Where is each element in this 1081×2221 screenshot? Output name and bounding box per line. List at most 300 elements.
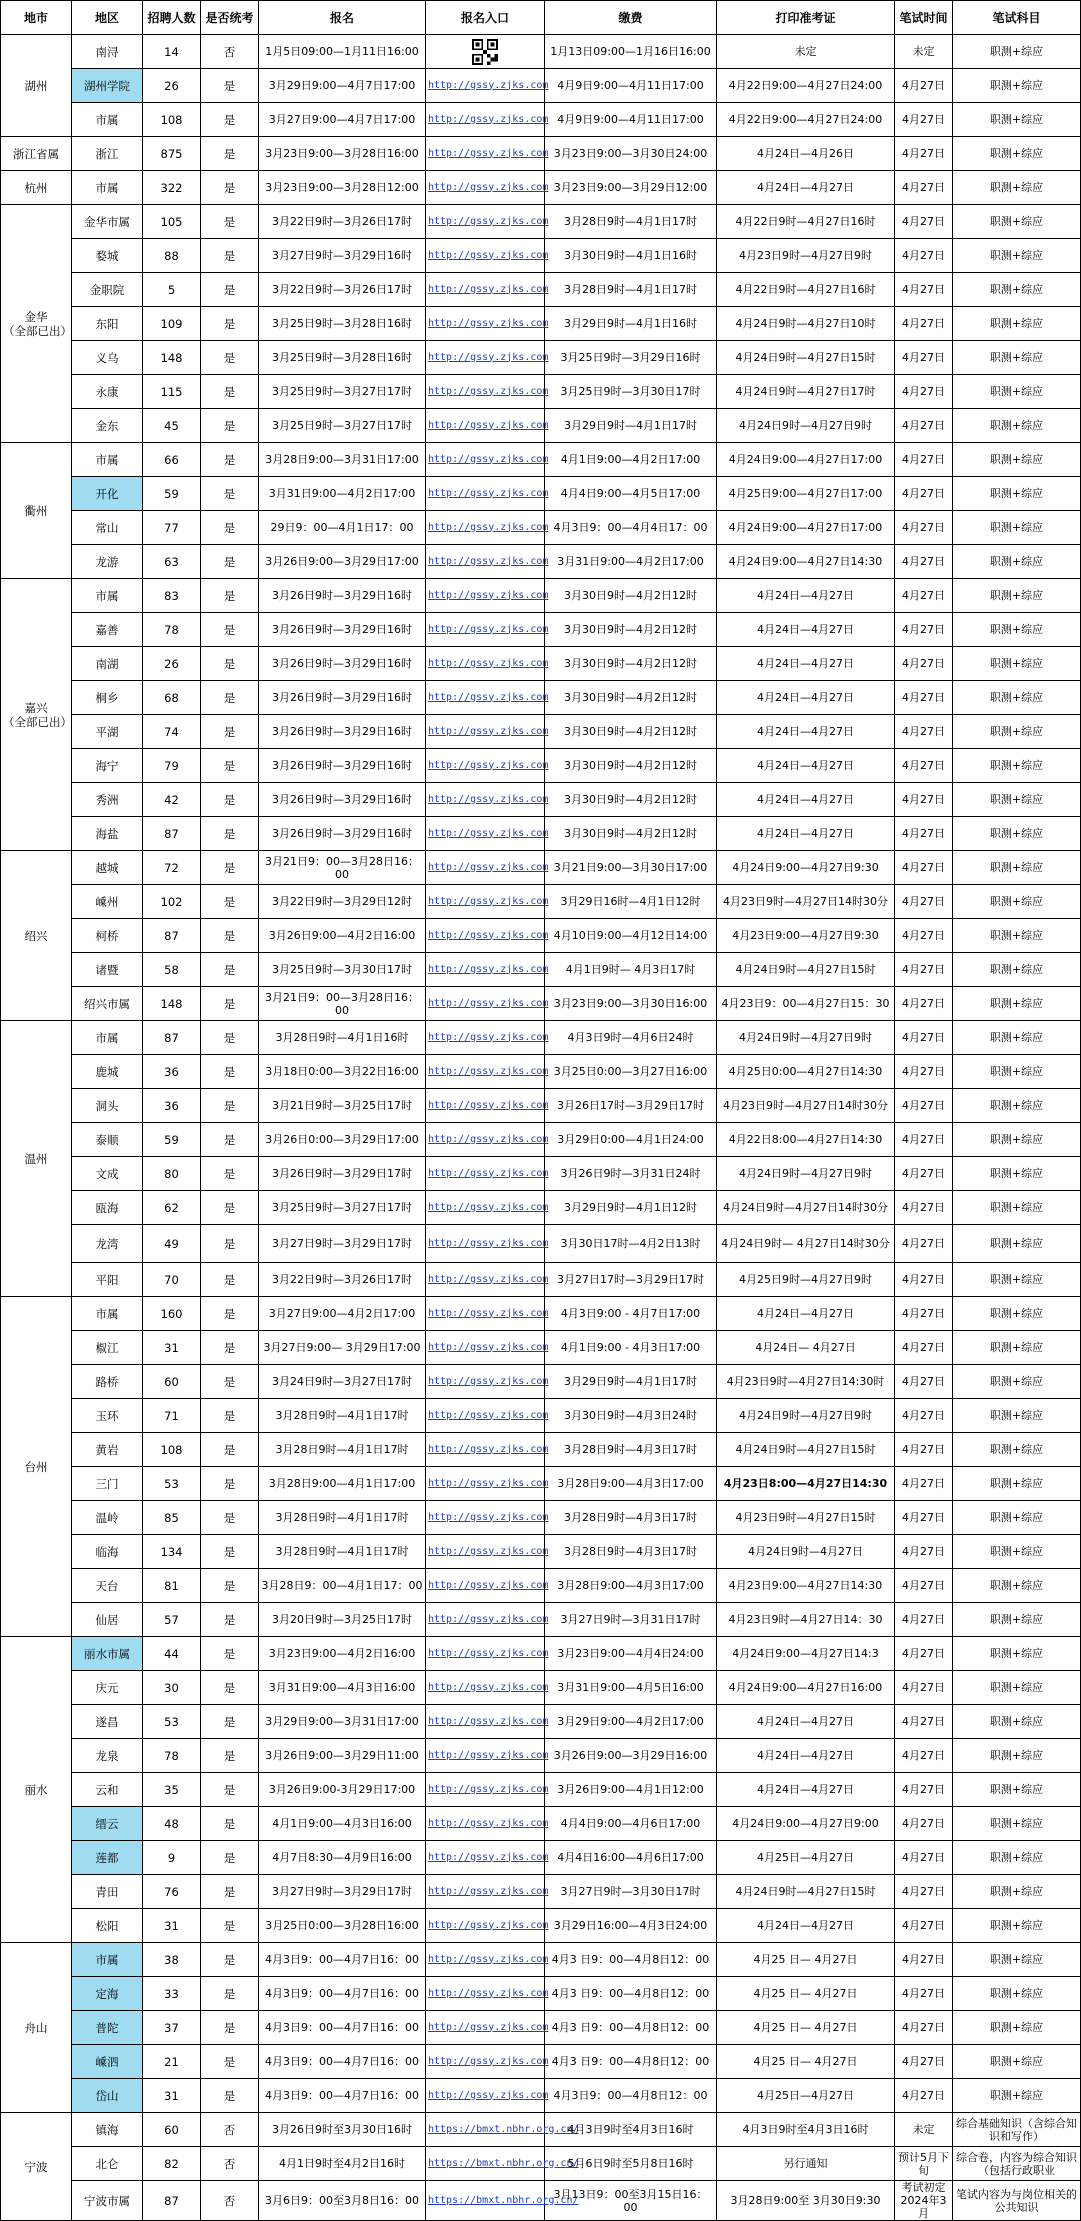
exam-date-cell: 4月27日 [895,1671,953,1705]
registration-link[interactable]: http://gssy.zjks.com [426,137,545,171]
payment-period-cell: 3月29日9时—4月1日16时 [545,307,717,341]
exam-subject-cell: 职测+综应 [953,1467,1081,1501]
exam-date-cell: 4月27日 [895,1089,953,1123]
city-cell: 湖州 [1,35,72,137]
area-cell: 丽水市属 [72,1637,143,1671]
table-row [1,375,1081,409]
unified-exam-cell: 是 [201,273,259,307]
exam-subject-cell: 职测+综应 [953,1875,1081,1909]
city-cell: 台州 [1,1297,72,1637]
exam-date-cell: 4月27日 [895,69,953,103]
admission-ticket-cell: 4月24日—4月27日 [717,817,895,851]
exam-subject-cell: 职测+综应 [953,1297,1081,1331]
registration-link[interactable]: http://gssy.zjks.com [426,1909,545,1943]
headcount-cell: 26 [143,69,201,103]
area-cell: 定海 [72,1977,143,2011]
unified-exam-cell: 是 [201,69,259,103]
exam-subject-cell: 职测+综应 [953,477,1081,511]
headcount-cell: 42 [143,783,201,817]
registration-link[interactable]: http://gssy.zjks.com [426,1773,545,1807]
headcount-cell: 74 [143,715,201,749]
registration-period-cell: 3月23日9:00—3月28日12:00 [259,171,426,205]
headcount-cell: 78 [143,613,201,647]
area-cell: 青田 [72,1875,143,1909]
table-row [1,103,1081,137]
exam-date-cell: 4月27日 [895,1569,953,1603]
registration-period-cell: 4月3日9：00—4月7日16：00 [259,2079,426,2113]
exam-date-cell: 4月27日 [895,1705,953,1739]
admission-ticket-cell: 4月24日9:00—4月27日14:3 [717,1637,895,1671]
payment-period-cell: 4月3 日9：00—4月8日12：00 [545,2045,717,2079]
registration-link[interactable]: http://gssy.zjks.com [426,2079,545,2113]
area-cell: 临海 [72,1535,143,1569]
payment-period-cell: 4月3日9：00—4月4日17：00 [545,511,717,545]
unified-exam-cell: 是 [201,1603,259,1637]
registration-link[interactable]: http://gssy.zjks.com [426,1191,545,1225]
area-cell: 镇海 [72,2113,143,2147]
registration-period-cell: 3月21日9时—3月25日17时 [259,1089,426,1123]
registration-period-cell: 1月5日09:00—1月11日16:00 [259,35,426,69]
area-cell: 市属 [72,443,143,477]
registration-period-cell: 3月26日9:00—4月2日16:00 [259,919,426,953]
area-cell: 平阳 [72,1263,143,1297]
registration-period-cell: 3月28日9时—4月1日16时 [259,1021,426,1055]
unified-exam-cell: 是 [201,613,259,647]
column-header: 笔试时间 [895,1,953,35]
registration-link[interactable]: http://gssy.zjks.com [426,1225,545,1263]
payment-period-cell: 3月27日17时—3月29日17时 [545,1263,717,1297]
registration-period-cell: 4月7日8:30—4月9日16:00 [259,1841,426,1875]
registration-period-cell: 3月26日9时—3月29日16时 [259,647,426,681]
registration-period-cell: 3月20日9时—3月25日17时 [259,1603,426,1637]
exam-date-cell: 4月27日 [895,1331,953,1365]
registration-period-cell: 3月26日9:00—3月29日11:00 [259,1739,426,1773]
unified-exam-cell: 是 [201,1191,259,1225]
exam-date-cell: 4月27日 [895,1875,953,1909]
headcount-cell: 72 [143,851,201,885]
unified-exam-cell: 是 [201,1909,259,1943]
registration-period-cell: 3月22日9时—3月26日17时 [259,273,426,307]
admission-ticket-cell: 4月24日9时—4月27日9时 [717,1399,895,1433]
registration-link[interactable]: http://gssy.zjks.com [426,749,545,783]
area-cell: 市属 [72,171,143,205]
exam-date-cell: 考试初定2024年3月 [895,2181,953,2221]
unified-exam-cell: 是 [201,1637,259,1671]
registration-link[interactable]: http://gssy.zjks.com [426,987,545,1021]
exam-subject-cell: 职测+综应 [953,375,1081,409]
registration-link[interactable]: http://gssy.zjks.com [426,953,545,987]
table-row [1,1501,1081,1535]
registration-link[interactable]: http://gssy.zjks.com [426,1739,545,1773]
admission-ticket-cell: 4月23日9:00—4月27日9:30 [717,919,895,953]
admission-ticket-cell: 4月23日9时—4月27日14时30分 [717,1089,895,1123]
admission-ticket-cell: 4月23日9：00—4月27日15：30 [717,987,895,1021]
unified-exam-cell: 是 [201,1055,259,1089]
payment-period-cell: 3月28日9时—4月3日17时 [545,1433,717,1467]
registration-link[interactable]: http://gssy.zjks.com [426,409,545,443]
exam-subject-cell: 职测+综应 [953,1535,1081,1569]
exam-date-cell: 4月27日 [895,1603,953,1637]
unified-exam-cell: 是 [201,715,259,749]
city-cell: 衢州 [1,443,72,579]
registration-period-cell: 29日9：00—4月1日17：00 [259,511,426,545]
exam-date-cell: 4月27日 [895,1943,953,1977]
table-row [1,1637,1081,1671]
area-cell: 瓯海 [72,1191,143,1225]
registration-link[interactable]: http://gssy.zjks.com [426,579,545,613]
registration-link[interactable]: http://gssy.zjks.com [426,239,545,273]
exam-subject-cell: 综合卷，内容为综合知识（包括行政职业 [953,2147,1081,2181]
qr-code-icon[interactable] [472,39,498,65]
registration-link[interactable]: http://gssy.zjks.com [426,1671,545,1705]
area-cell: 海宁 [72,749,143,783]
payment-period-cell: 4月3 日9：00—4月8日12：00 [545,2011,717,2045]
payment-period-cell: 3月30日17时—4月2日13时 [545,1225,717,1263]
registration-period-cell: 3月28日9时—4月1日17时 [259,1399,426,1433]
payment-period-cell: 3月28日9时—4月3日17时 [545,1535,717,1569]
table-row [1,1535,1081,1569]
headcount-cell: 45 [143,409,201,443]
exam-subject-cell: 职测+综应 [953,239,1081,273]
area-cell: 天台 [72,1569,143,1603]
registration-link[interactable]: http://gssy.zjks.com [426,715,545,749]
payment-period-cell: 3月30日9时—4月2日12时 [545,613,717,647]
registration-link[interactable]: http://gssy.zjks.com [426,307,545,341]
registration-link[interactable]: http://gssy.zjks.com [426,2045,545,2079]
exam-date-cell: 4月27日 [895,579,953,613]
registration-link[interactable]: http://gssy.zjks.com [426,1637,545,1671]
payment-period-cell: 3月23日9:00—3月30日16:00 [545,987,717,1021]
payment-period-cell: 3月30日9时—4月2日12时 [545,579,717,613]
table-row [1,1569,1081,1603]
registration-period-cell: 3月25日9时—3月28日16时 [259,341,426,375]
unified-exam-cell: 是 [201,919,259,953]
unified-exam-cell: 是 [201,783,259,817]
area-cell: 北仑 [72,2147,143,2181]
area-cell: 义乌 [72,341,143,375]
admission-ticket-cell: 4月25日9时—4月27日9时 [717,1263,895,1297]
exam-date-cell: 4月27日 [895,1841,953,1875]
payment-period-cell: 3月28日9:00—4月3日17:00 [545,1569,717,1603]
area-cell: 金华市属 [72,205,143,239]
exam-date-cell: 4月27日 [895,2011,953,2045]
admission-ticket-cell: 4月24日9:00—4月27日16:00 [717,1671,895,1705]
registration-link[interactable]: http://gssy.zjks.com [426,1603,545,1637]
table-row [1,1055,1081,1089]
unified-exam-cell: 是 [201,1021,259,1055]
unified-exam-cell: 是 [201,647,259,681]
registration-period-cell: 3月27日9:00—4月2日17:00 [259,1297,426,1331]
exam-subject-cell: 职测+综应 [953,1501,1081,1535]
area-cell: 嘉善 [72,613,143,647]
registration-link[interactable]: http://gssy.zjks.com [426,613,545,647]
admission-ticket-cell: 4月25 日— 4月27日 [717,2045,895,2079]
registration-link[interactable]: http://gssy.zjks.com [426,1501,545,1535]
unified-exam-cell: 是 [201,1331,259,1365]
unified-exam-cell: 否 [201,35,259,69]
registration-link[interactable]: http://gssy.zjks.com [426,1263,545,1297]
exam-date-cell: 未定 [895,2113,953,2147]
headcount-cell: 82 [143,2147,201,2181]
payment-period-cell: 3月28日9时—4月1日17时 [545,205,717,239]
exam-date-cell: 4月27日 [895,1535,953,1569]
payment-period-cell: 4月9日9:00—4月11日17:00 [545,103,717,137]
headcount-cell: 53 [143,1467,201,1501]
table-row [1,953,1081,987]
payment-period-cell: 3月26日17时—3月29日17时 [545,1089,717,1123]
unified-exam-cell: 否 [201,2181,259,2221]
exam-date-cell: 4月27日 [895,1637,953,1671]
table-row [1,1671,1081,1705]
admission-ticket-cell: 4月24日—4月27日 [717,1739,895,1773]
registration-link[interactable]: http://gssy.zjks.com [426,205,545,239]
payment-period-cell: 3月25日9时—3月29日16时 [545,341,717,375]
exam-subject-cell: 职测+综应 [953,69,1081,103]
unified-exam-cell: 是 [201,341,259,375]
registration-link[interactable]: http://gssy.zjks.com [426,885,545,919]
exam-date-cell: 4月27日 [895,987,953,1021]
registration-link[interactable]: http://gssy.zjks.com [426,1569,545,1603]
headcount-cell: 36 [143,1055,201,1089]
unified-exam-cell: 是 [201,307,259,341]
registration-link[interactable]: http://gssy.zjks.com [426,1705,545,1739]
admission-ticket-cell: 4月24日—4月26日 [717,137,895,171]
exam-date-cell: 4月27日 [895,885,953,919]
registration-link[interactable]: http://gssy.zjks.com [426,1055,545,1089]
exam-subject-cell: 职测+综应 [953,1773,1081,1807]
admission-ticket-cell: 4月22日9时—4月27日16时 [717,273,895,307]
headcount-cell: 160 [143,1297,201,1331]
area-cell: 嵊泗 [72,2045,143,2079]
exam-date-cell: 4月27日 [895,681,953,715]
area-cell: 平湖 [72,715,143,749]
area-cell: 玉环 [72,1399,143,1433]
registration-period-cell: 3月22日9时—3月26日17时 [259,1263,426,1297]
exam-date-cell: 4月27日 [895,715,953,749]
city-cell: 浙江省属 [1,137,72,171]
area-cell: 龙游 [72,545,143,579]
table-row [1,1089,1081,1123]
registration-period-cell: 3月26日9时—3月29日16时 [259,715,426,749]
unified-exam-cell: 是 [201,1705,259,1739]
registration-period-cell: 4月3日9：00—4月7日16：00 [259,2045,426,2079]
headcount-cell: 148 [143,341,201,375]
registration-link[interactable]: http://gssy.zjks.com [426,1331,545,1365]
registration-period-cell: 4月3日9：00—4月7日16：00 [259,1977,426,2011]
exam-subject-cell: 职测+综应 [953,1157,1081,1191]
admission-ticket-cell: 4月23日9时—4月27日15时 [717,1501,895,1535]
registration-link[interactable]: http://gssy.zjks.com [426,647,545,681]
registration-period-cell: 3月27日9:00— 3月29日17:00 [259,1331,426,1365]
unified-exam-cell: 是 [201,1501,259,1535]
registration-link[interactable]: https://bmxt.nbhr.org.cn/ [426,2181,545,2221]
registration-link[interactable]: http://gssy.zjks.com [426,851,545,885]
area-cell: 文成 [72,1157,143,1191]
exam-subject-cell: 职测+综应 [953,103,1081,137]
column-header: 招聘人数 [143,1,201,35]
unified-exam-cell: 是 [201,1535,259,1569]
registration-period-cell: 3月27日9时—3月29日17时 [259,1225,426,1263]
unified-exam-cell: 是 [201,2011,259,2045]
headcount-cell: 102 [143,885,201,919]
area-cell: 开化 [72,477,143,511]
admission-ticket-cell: 4月25 日— 4月27日 [717,2011,895,2045]
registration-link[interactable]: http://gssy.zjks.com [426,1399,545,1433]
registration-link[interactable]: http://gssy.zjks.com [426,273,545,307]
area-cell: 普陀 [72,2011,143,2045]
table-row [1,715,1081,749]
exam-subject-cell: 职测+综应 [953,715,1081,749]
registration-link[interactable]: http://gssy.zjks.com [426,511,545,545]
registration-link[interactable]: http://gssy.zjks.com [426,1467,545,1501]
headcount-cell: 35 [143,1773,201,1807]
headcount-cell: 48 [143,1807,201,1841]
registration-link[interactable]: http://gssy.zjks.com [426,1297,545,1331]
registration-link[interactable]: http://gssy.zjks.com [426,1089,545,1123]
admission-ticket-cell: 3月28日9:00至 3月30日9:30 [717,2181,895,2221]
registration-link[interactable]: http://gssy.zjks.com [426,1943,545,1977]
registration-link[interactable]: http://gssy.zjks.com [426,477,545,511]
registration-link[interactable]: http://gssy.zjks.com [426,443,545,477]
unified-exam-cell: 是 [201,1467,259,1501]
unified-exam-cell: 是 [201,171,259,205]
headcount-cell: 83 [143,579,201,613]
payment-period-cell: 3月30日9时—4月2日12时 [545,647,717,681]
registration-link[interactable]: http://gssy.zjks.com [426,1535,545,1569]
registration-link[interactable]: http://gssy.zjks.com [426,1365,545,1399]
table-row [1,579,1081,613]
registration-period-cell: 3月26日9时—3月29日16时 [259,783,426,817]
table-row [1,477,1081,511]
registration-period-cell: 3月25日9时—3月27日17时 [259,375,426,409]
exam-subject-cell: 职测+综应 [953,987,1081,1021]
payment-period-cell: 4月4日9:00—4月5日17:00 [545,477,717,511]
registration-link[interactable]: http://gssy.zjks.com [426,817,545,851]
registration-period-cell: 3月23日9:00—3月28日16:00 [259,137,426,171]
area-cell: 缙云 [72,1807,143,1841]
registration-link[interactable]: https://bmxt.nbhr.org.cn/ [426,2147,545,2181]
area-cell: 龙泉 [72,1739,143,1773]
admission-ticket-cell: 4月24日9时—4月27日9时 [717,1021,895,1055]
unified-exam-cell: 是 [201,2079,259,2113]
exam-date-cell: 4月27日 [895,647,953,681]
unified-exam-cell: 是 [201,851,259,885]
area-cell: 市属 [72,579,143,613]
exam-subject-cell: 职测+综应 [953,341,1081,375]
registration-link[interactable]: http://gssy.zjks.com [426,1977,545,2011]
unified-exam-cell: 是 [201,885,259,919]
admission-ticket-cell: 4月23日9时—4月27日14:30时 [717,1365,895,1399]
registration-link[interactable]: http://gssy.zjks.com [426,1157,545,1191]
admission-ticket-cell: 4月22日9:00—4月27日24:00 [717,69,895,103]
headcount-cell: 31 [143,2079,201,2113]
exam-subject-cell: 笔试内容为与岗位相关的公共知识 [953,2181,1081,2221]
unified-exam-cell: 是 [201,443,259,477]
headcount-cell: 78 [143,1739,201,1773]
registration-link[interactable]: http://gssy.zjks.com [426,1875,545,1909]
headcount-cell: 148 [143,987,201,1021]
headcount-cell: 33 [143,1977,201,2011]
headcount-cell: 70 [143,1263,201,1297]
area-cell: 宁波市属 [72,2181,143,2221]
table-row [1,2113,1081,2147]
registration-link[interactable]: http://gssy.zjks.com [426,103,545,137]
registration-link[interactable]: http://gssy.zjks.com [426,341,545,375]
table-row [1,2079,1081,2113]
registration-link[interactable]: http://gssy.zjks.com [426,1841,545,1875]
registration-link[interactable]: http://gssy.zjks.com [426,1433,545,1467]
exam-subject-cell: 综合基础知识（含综合知识和写作） [953,2113,1081,2147]
exam-subject-cell: 职测+综应 [953,443,1081,477]
admission-ticket-cell: 另行通知 [717,2147,895,2181]
unified-exam-cell: 是 [201,1433,259,1467]
unified-exam-cell: 是 [201,1399,259,1433]
registration-link[interactable]: http://gssy.zjks.com [426,171,545,205]
exam-date-cell: 4月27日 [895,1739,953,1773]
admission-ticket-cell: 4月24日—4月27日 [717,613,895,647]
registration-link[interactable]: http://gssy.zjks.com [426,1021,545,1055]
admission-ticket-cell: 4月24日9时—4月27日9时 [717,1157,895,1191]
registration-period-cell: 3月29日9:00—4月7日17:00 [259,69,426,103]
registration-link[interactable]: http://gssy.zjks.com [426,545,545,579]
exam-subject-cell: 职测+综应 [953,647,1081,681]
headcount-cell: 109 [143,307,201,341]
exam-date-cell: 4月27日 [895,1263,953,1297]
city-cell: 宁波 [1,2113,72,2221]
headcount-cell: 60 [143,2113,201,2147]
headcount-cell: 31 [143,1331,201,1365]
column-header: 笔试科目 [953,1,1081,35]
admission-ticket-cell: 4月25日9:00—4月27日17:00 [717,477,895,511]
registration-period-cell: 3月26日9:00—3月29日17:00 [259,545,426,579]
unified-exam-cell: 是 [201,137,259,171]
area-cell: 市属 [72,1021,143,1055]
registration-link[interactable]: http://gssy.zjks.com [426,919,545,953]
registration-period-cell: 3月18日0:00—3月22日16:00 [259,1055,426,1089]
registration-link[interactable]: http://gssy.zjks.com [426,375,545,409]
headcount-cell: 49 [143,1225,201,1263]
registration-link[interactable]: http://gssy.zjks.com [426,681,545,715]
registration-link[interactable]: http://gssy.zjks.com [426,1807,545,1841]
admission-ticket-cell: 4月25日—4月27日 [717,1841,895,1875]
payment-period-cell: 3月30日9时—4月2日12时 [545,783,717,817]
payment-period-cell: 3月30日9时—4月2日12时 [545,817,717,851]
table-row [1,1739,1081,1773]
registration-link[interactable]: https://bmxt.nbhr.org.cn/ [426,2113,545,2147]
table-row [1,681,1081,715]
registration-period-cell: 3月28日9:00—4月1日17:00 [259,1467,426,1501]
area-cell: 庆元 [72,1671,143,1705]
exam-subject-cell: 职测+综应 [953,919,1081,953]
exam-date-cell: 预计5月下旬 [895,2147,953,2181]
registration-period-cell: 4月3日9：00—4月7日16：00 [259,2011,426,2045]
area-cell: 海盐 [72,817,143,851]
payment-period-cell: 4月3日9：00—4月8日12：00 [545,2079,717,2113]
registration-link[interactable]: http://gssy.zjks.com [426,2011,545,2045]
registration-link[interactable]: http://gssy.zjks.com [426,1123,545,1157]
payment-period-cell: 3月26日9时—3月31日24时 [545,1157,717,1191]
table-row [1,1157,1081,1191]
registration-qr-cell[interactable] [426,35,545,69]
registration-link[interactable]: http://gssy.zjks.com [426,69,545,103]
area-cell: 温岭 [72,1501,143,1535]
payment-period-cell: 3月26日9:00—4月1日12:00 [545,1773,717,1807]
city-cell: 丽水 [1,1637,72,1943]
payment-period-cell: 4月3日9时至4月3日16时 [545,2113,717,2147]
unified-exam-cell: 是 [201,1943,259,1977]
registration-link[interactable]: http://gssy.zjks.com [426,783,545,817]
table-row [1,69,1081,103]
